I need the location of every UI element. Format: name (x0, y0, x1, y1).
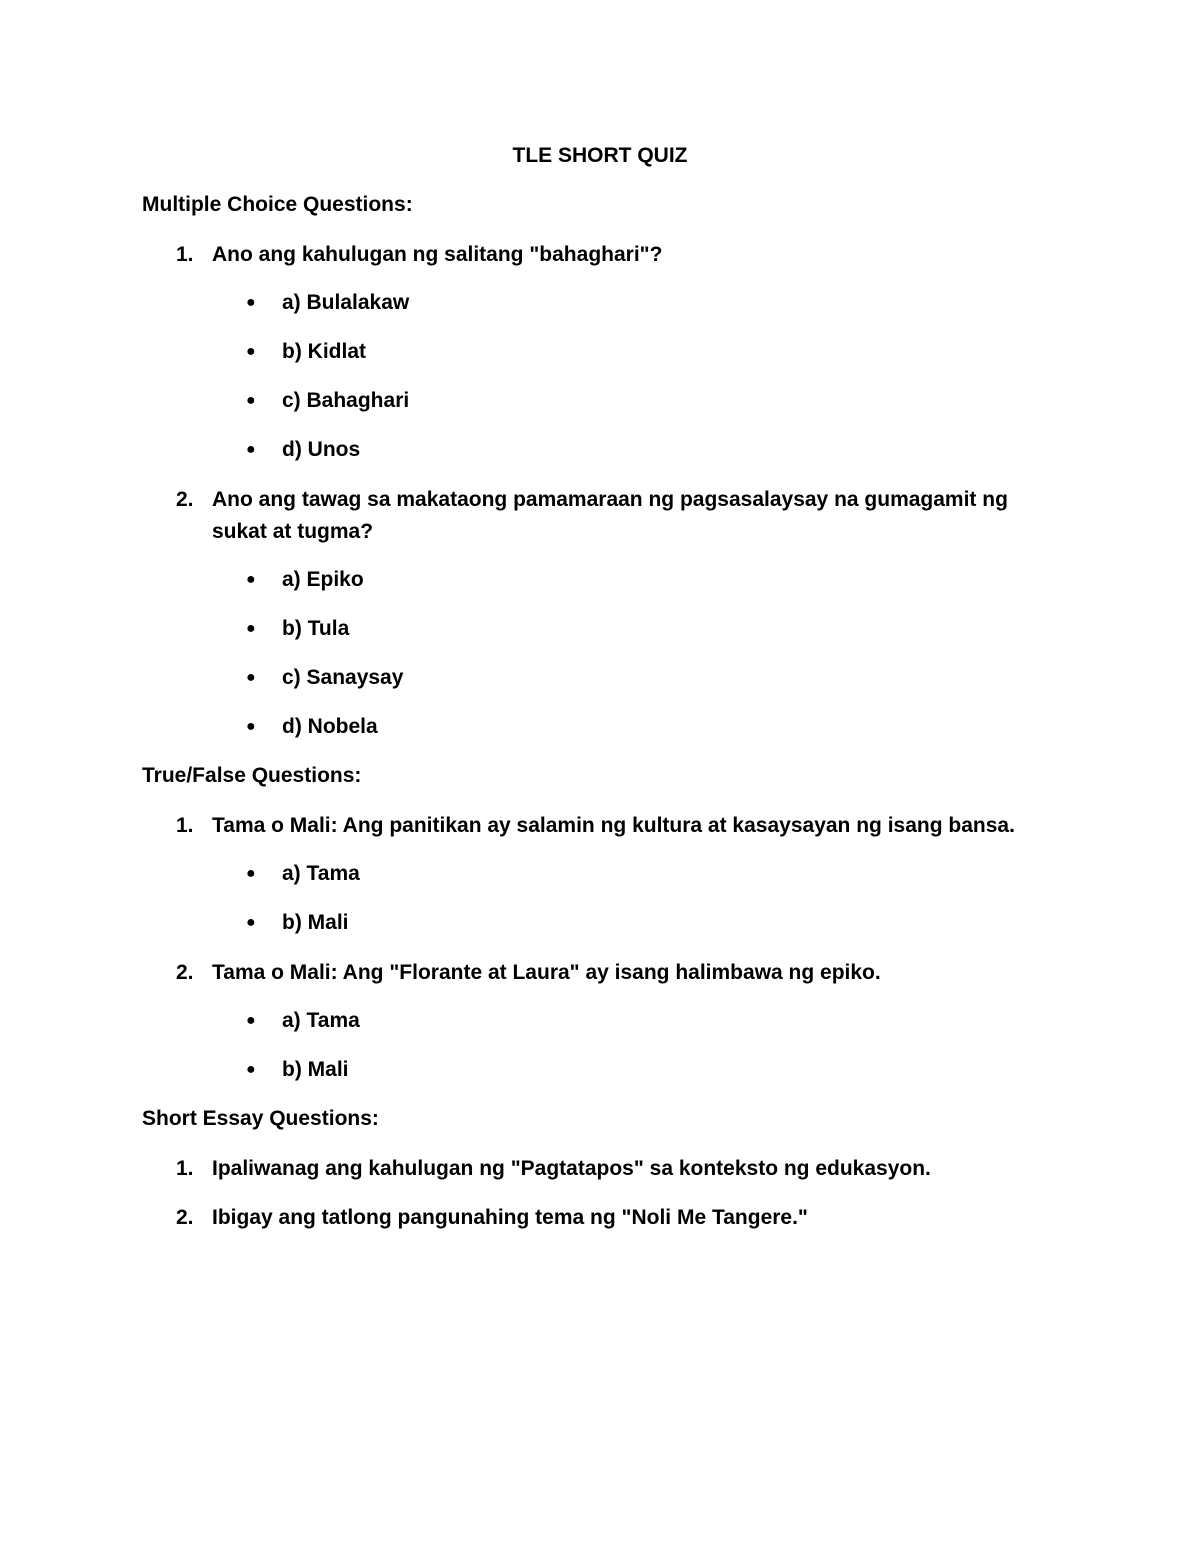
option-list (142, 859, 1062, 938)
option-text: b) Mali (282, 1058, 349, 1081)
bullet-icon: ● (246, 669, 256, 686)
question-item (142, 810, 1062, 842)
option-text: b) Kidlat (282, 340, 366, 363)
bullet-icon: ● (246, 718, 256, 735)
question-text: Ipaliwanag ang kahulugan ng "Pagtatapos" sa konteksto ng edukasyon. (212, 1157, 931, 1180)
question-text: Tama o Mali: Ang panitikan ay salamin ng kultura at kasaysayan ng isang bansa. (212, 814, 1015, 837)
bullet-icon: ● (246, 441, 256, 458)
option-item (142, 614, 1062, 644)
section-heading: Short Essay Questions: (142, 1107, 379, 1130)
option-list (142, 1006, 1062, 1085)
quiz-content (142, 190, 1062, 1251)
option-item (142, 859, 1062, 889)
option-text: d) Nobela (282, 715, 378, 738)
option-text: c) Sanaysay (282, 666, 404, 689)
option-item (142, 1055, 1062, 1085)
option-item (142, 386, 1062, 416)
bullet-icon: ● (246, 865, 256, 882)
question-number: 1. (176, 243, 194, 266)
bullet-icon: ● (246, 294, 256, 311)
bullet-icon: ● (246, 1012, 256, 1029)
option-text: a) Tama (282, 1009, 360, 1032)
section-heading: True/False Questions: (142, 764, 362, 787)
option-list (142, 565, 1062, 742)
option-item (142, 288, 1062, 318)
option-text: d) Unos (282, 438, 361, 461)
option-item (142, 908, 1062, 938)
question-item (142, 957, 1062, 989)
option-text: a) Epiko (282, 568, 364, 591)
question-item (142, 239, 1062, 271)
question-text: Tama o Mali: Ang "Florante at Laura" ay isang halimbawa ng epiko. (212, 961, 881, 984)
option-text: a) Bulalakaw (282, 291, 410, 314)
question-text: Ano ang kahulugan ng salitang "bahaghari"? (212, 243, 663, 266)
page-title: TLE SHORT QUIZ (512, 144, 688, 167)
bullet-icon: ● (246, 571, 256, 588)
question-number: 1. (176, 1157, 194, 1180)
option-item (142, 1006, 1062, 1036)
option-item (142, 565, 1062, 595)
option-item (142, 435, 1062, 465)
question-text: Ibigay ang tatlong pangunahing tema ng "Noli Me Tangere." (212, 1206, 808, 1229)
bullet-icon: ● (246, 392, 256, 409)
section-true-false (142, 761, 1062, 1085)
question-item (142, 484, 1062, 548)
section-heading: Multiple Choice Questions: (142, 193, 413, 216)
option-list (142, 288, 1062, 465)
question-item (142, 1153, 1062, 1185)
option-item (142, 663, 1062, 693)
section-multiple-choice (142, 190, 1062, 742)
option-text: c) Bahaghari (282, 389, 410, 412)
option-text: b) Tula (282, 617, 350, 640)
question-text: Ano ang tawag sa makataong pamamaraan ng pagsasalaysay na gumagamit ng sukat at tugma? (212, 488, 1008, 543)
option-item (142, 337, 1062, 367)
bullet-icon: ● (246, 343, 256, 360)
question-number: 1. (176, 814, 194, 837)
option-item (142, 712, 1062, 742)
option-text: a) Tama (282, 862, 360, 885)
section-short-essay (142, 1104, 1062, 1234)
option-text: b) Mali (282, 911, 349, 934)
bullet-icon: ● (246, 1061, 256, 1078)
question-number: 2. (176, 961, 194, 984)
bullet-icon: ● (246, 914, 256, 931)
question-number: 2. (176, 488, 194, 511)
question-number: 2. (176, 1206, 194, 1229)
question-item (142, 1202, 1062, 1234)
bullet-icon: ● (246, 620, 256, 637)
